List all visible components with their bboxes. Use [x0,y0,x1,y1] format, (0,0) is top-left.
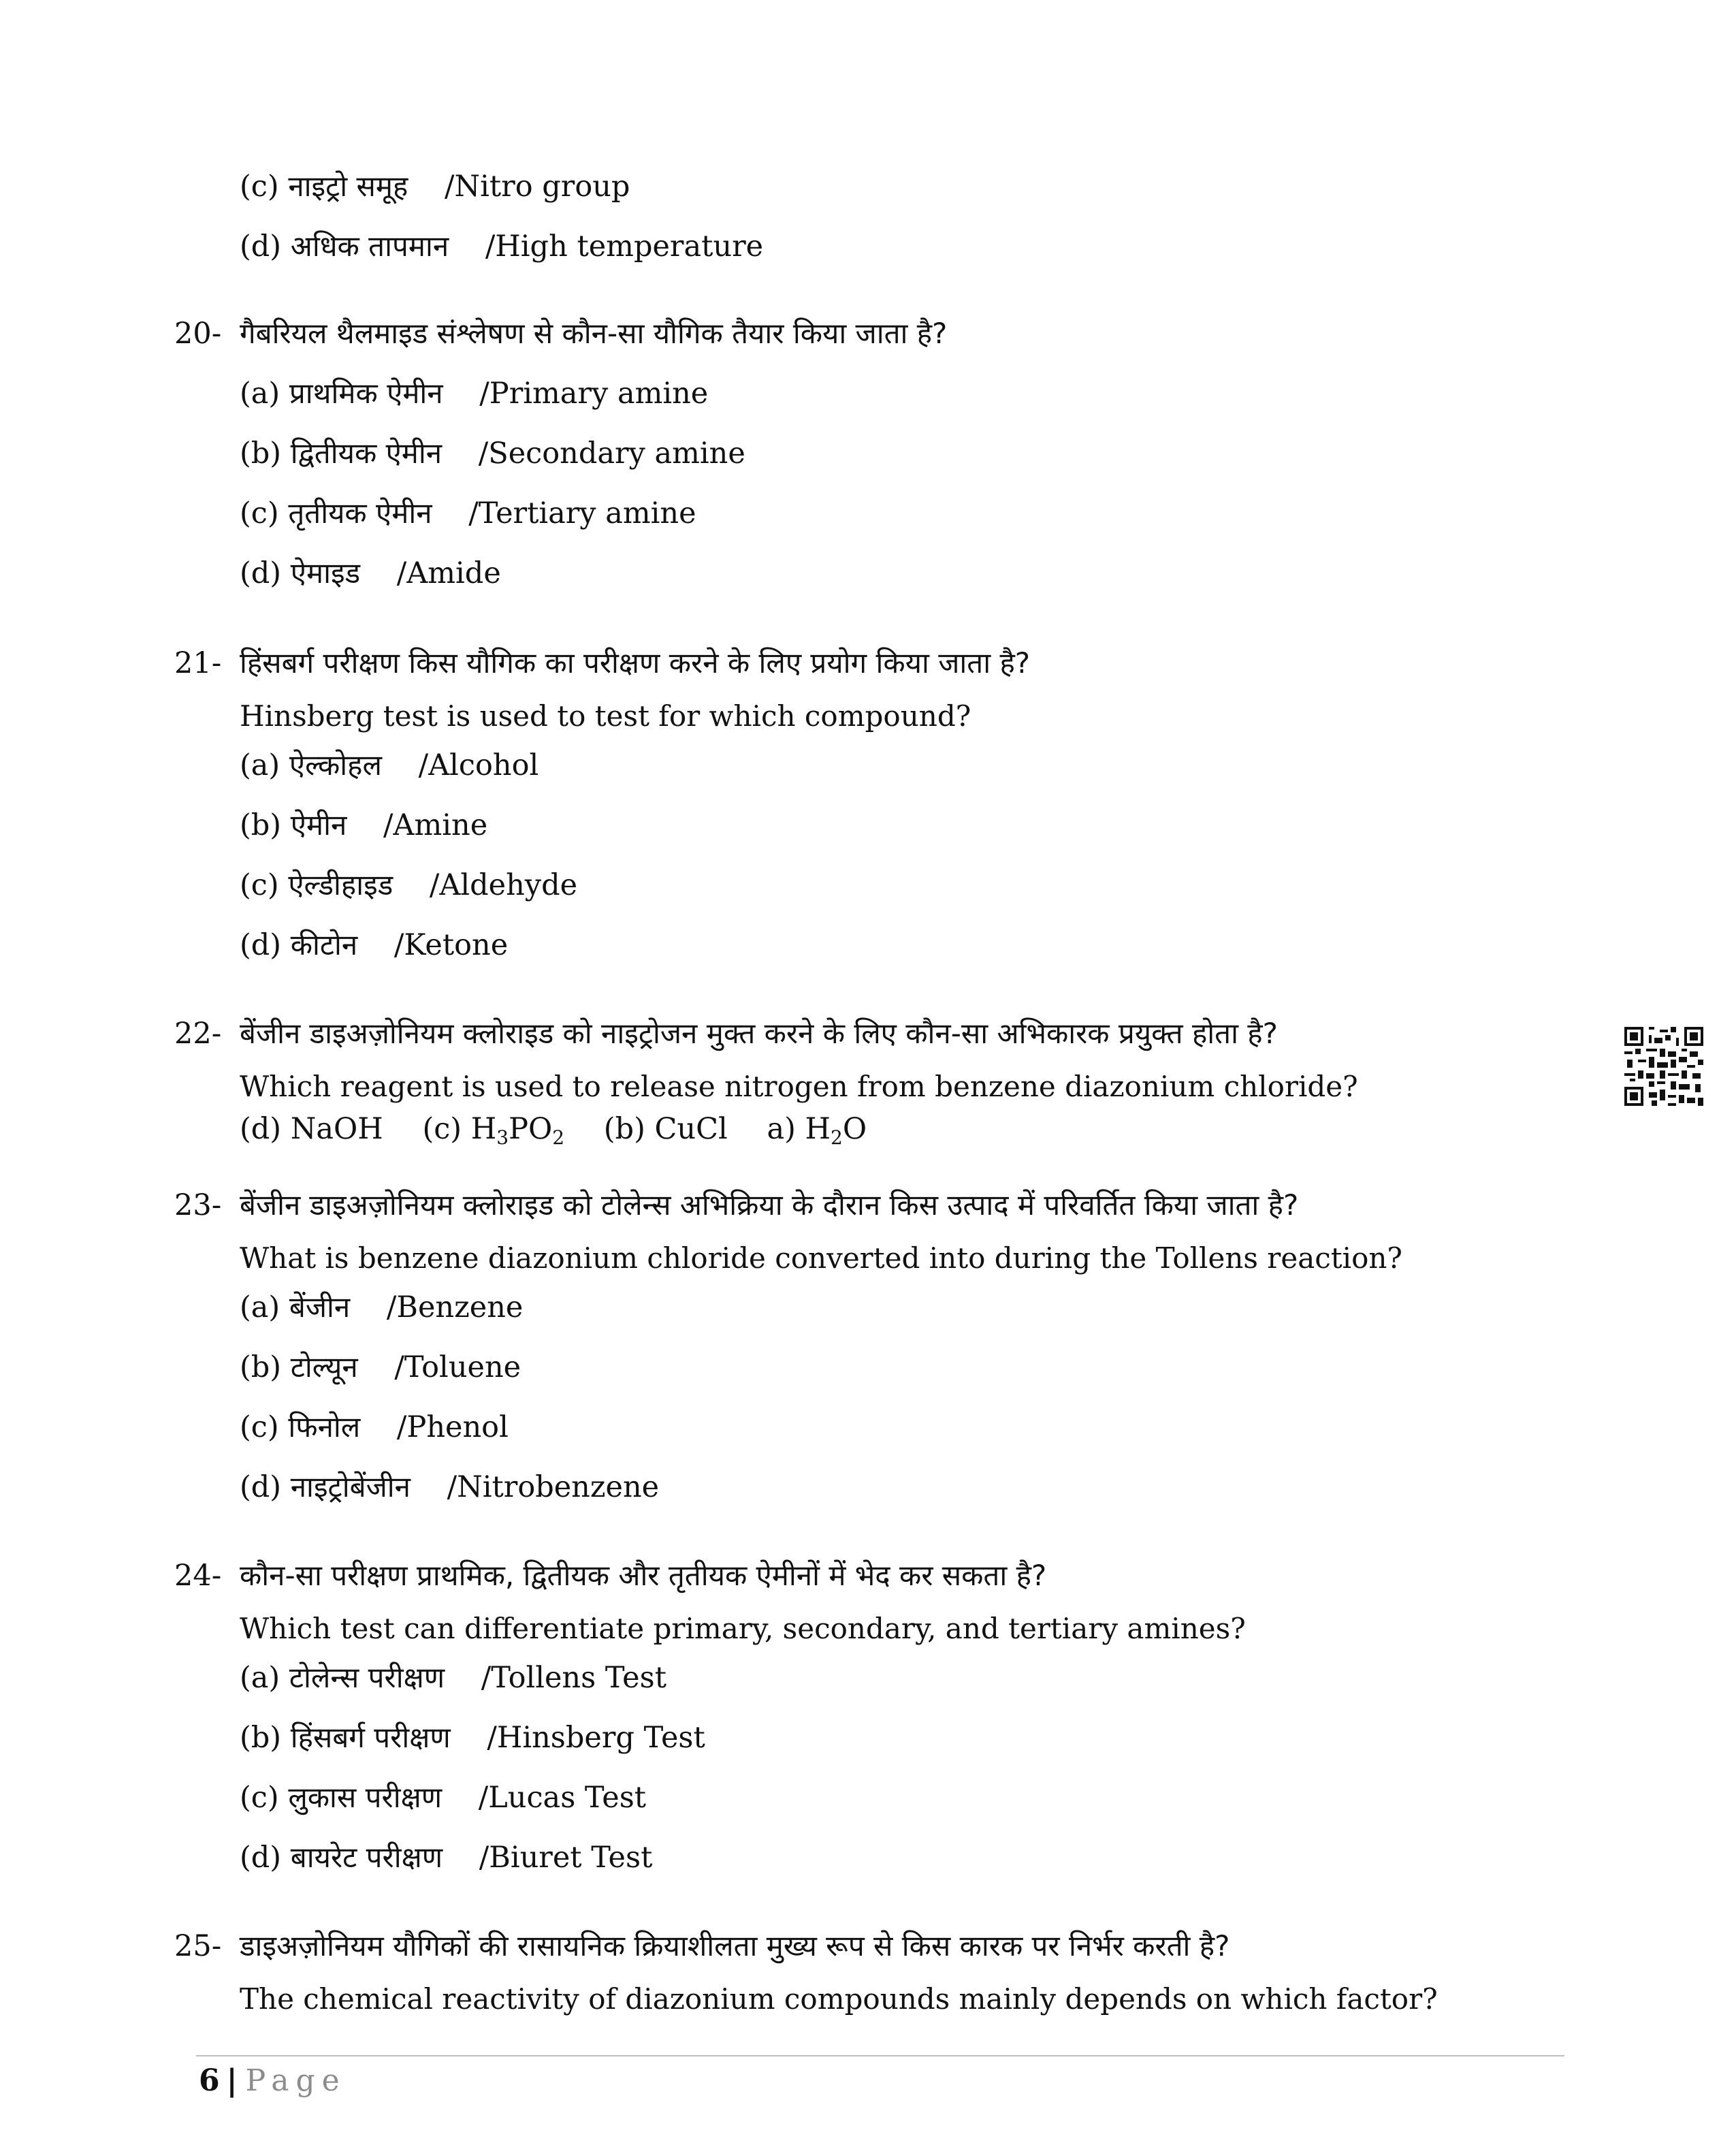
qr-code-icon [1624,1027,1703,1106]
question-number: 21- [174,646,222,680]
option-c: (c) लुकास परीक्षण /Lucas Test [240,1781,647,1815]
question-text-english: What is benzene diazonium chloride converted into during the Tollens reaction? [240,1241,1402,1275]
question-number: 22- [174,1017,222,1051]
option-c: (c) ऐल्डीहाइड /Aldehyde [240,868,578,902]
option-d: (d) NaOH [240,1112,383,1146]
question-number: 23- [174,1188,222,1222]
option-d: (d) कीटोन /Ketone [240,928,509,962]
option-d: (d) बायरेट परीक्षण /Biuret Test [240,1841,653,1875]
option-d: (d) अधिक तापमान /High temperature [240,229,764,264]
question-number: 25- [174,1929,222,1963]
question-text-hindi: बेंजीन डाइअज़ोनियम क्लोराइड को नाइट्रोजन मुक्त करने के लिए कौन-सा अभिकारक प्रयुक्त होता है? [240,1017,1278,1050]
option-a: (a) ऐल्कोहल /Alcohol [240,748,539,782]
option-b: (b) टोल्यून /Toluene [240,1350,521,1384]
option-a: (a) टोलेन्स परीक्षण /Tollens Test [240,1661,666,1695]
question-number: 24- [174,1559,222,1593]
option-d: (d) ऐमाइड /Amide [240,556,501,590]
option-b: (b) ऐमीन /Amine [240,808,488,842]
footer-separator: | [226,2063,238,2098]
option-c: (c) तृतीयक ऐमीन /Tertiary amine [240,496,696,530]
option-c: (c) नाइट्रो समूह /Nitro group [240,170,630,204]
option-b: (b) द्वितीयक ऐमीन /Secondary amine [240,436,745,471]
question-text-english: Which test can differentiate primary, secondary, and tertiary amines? [240,1612,1246,1645]
question-text-hindi: गैबरियल थैलमाइड संश्लेषण से कौन-सा यौगिक तैयार किया जाता है? [240,317,948,350]
inline-options [240,1110,897,1148]
page-footer [199,2062,347,2100]
question-text-hindi: बेंजीन डाइअज़ोनियम क्लोराइड को टोलेन्स अभिक्रिया के दौरान किस उत्पाद में परिवर्तित किया जाता है? [240,1188,1299,1222]
option-a: (a) बेंजीन /Benzene [240,1290,524,1324]
page-word: Page [245,2063,347,2098]
question-text-english: The chemical reactivity of diazonium compounds mainly depends on which factor? [240,1982,1438,2016]
option-c: (c) फिनोल /Phenol [240,1410,509,1444]
option-a: (a) प्राथमिक ऐमीन /Primary amine [240,377,709,411]
question-text-english: Hinsberg test is used to test for which compound? [240,699,971,733]
option-c: (c) $H_3PO_2$ [422,1112,565,1149]
footer-divider [196,2055,1564,2056]
option-b: (b) हिंसबर्ग परीक्षण /Hinsberg Test [240,1721,705,1755]
option-b: (b) CuCl [603,1112,728,1146]
question-text-hindi: डाइअज़ोनियम यौगिकों की रासायनिक क्रियाशीलता मुख्य रूप से किस कारक पर निर्भर करती है? [240,1929,1230,1963]
question-text-english: Which reagent is used to release nitrogen from benzene diazonium chloride? [240,1070,1358,1103]
option-d: (d) नाइट्रोबेंजीन /Nitrobenzene [240,1470,660,1504]
question-number: 20- [174,317,222,351]
question-text-hindi: कौन-सा परीक्षण प्राथमिक, द्वितीयक और तृतीयक ऐमीनों में भेद कर सकता है? [240,1559,1047,1592]
question-text-hindi: हिंसबर्ग परीक्षण किस यौगिक का परीक्षण करने के लिए प्रयोग किया जाता है? [240,646,1031,680]
page-number: 6 [199,2063,220,2098]
option-a: a) $H_2O$ [767,1112,867,1149]
